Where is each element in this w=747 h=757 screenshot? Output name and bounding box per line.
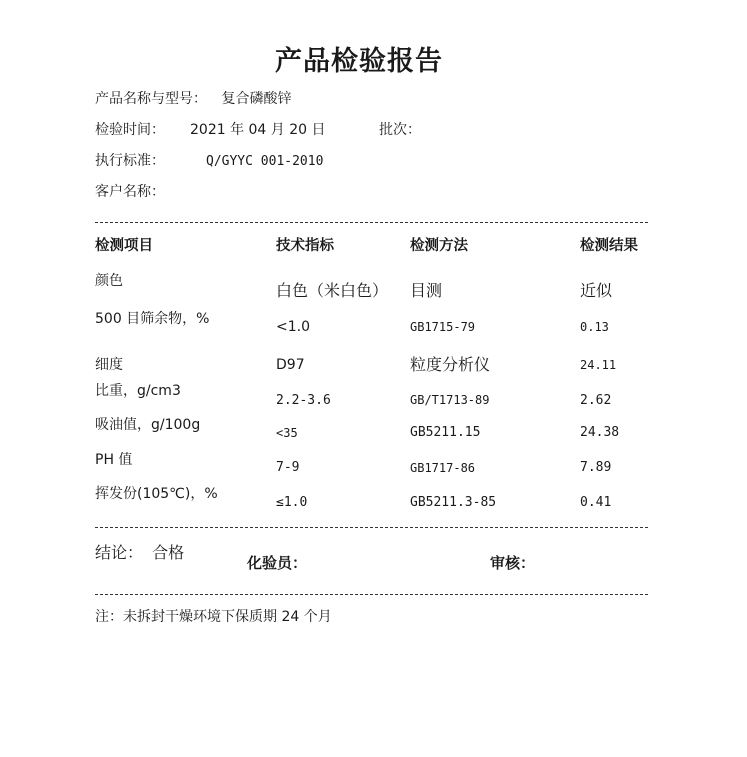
conclusion [95,545,184,561]
conclusion-value: 合格 [152,543,185,562]
row-result: 2.62 [580,393,612,408]
inspector-label: 化验员： [247,554,308,572]
row-item: 挥发份(105℃)，% [95,486,218,502]
row-item: PH 值 [95,452,133,468]
conclusion-label: 结论： [95,543,144,562]
standard-value: Q/GYYC 001-2010 [206,154,324,169]
row-method: 粒度分析仪 [410,355,491,374]
row-spec: 7-9 [276,460,300,475]
row-spec: <35 [276,426,298,440]
header-spec: 技术指标 [276,238,334,254]
report-title: 产品检验报告 [275,46,443,77]
product-value: 复合磷酸锌 [221,91,292,107]
row-method: GB5211.15 [410,425,481,440]
row-spec: 2.2-3.6 [276,393,331,408]
row-method: GB1717-86 [410,461,476,475]
header-method: 检测方法 [410,238,468,254]
shelf-life-note: 注：未拆封干燥环境下保质期 24 个月 [95,609,332,625]
row-method: 目测 [410,281,443,300]
divider-bottom [95,594,648,595]
row-result: 7.89 [580,460,612,475]
row-spec: ≤1.0 [276,495,308,510]
row-item: 细度 [95,357,123,373]
inspection-line [95,123,165,137]
divider-top [95,222,648,223]
divider-middle [95,527,648,528]
product-line [95,92,291,106]
row-result: 24.38 [580,425,620,440]
row-result: 0.41 [580,495,612,510]
row-result: 0.13 [580,320,609,334]
row-method: GB/T1713-89 [410,393,490,407]
row-spec: D97 [276,357,305,373]
row-method: GB1715-79 [410,320,476,334]
row-spec: <1.0 [276,319,310,335]
product-label: 产品名称与型号： [95,91,207,107]
customer-label: 客户名称： [95,184,165,200]
row-item: 比重，g/cm3 [95,383,181,399]
standard-label: 执行标准： [95,153,165,169]
header-result: 检测结果 [580,238,638,254]
inspection-label: 检验时间： [95,122,165,138]
row-item: 吸油值，g/100g [95,417,201,433]
row-result: 近似 [580,281,613,300]
inspection-date: 2021 年 04 月 20 日 [190,122,326,138]
row-item: 500 目筛余物，% [95,311,210,327]
row-result: 24.11 [580,358,617,372]
row-item: 颜色 [95,273,123,289]
reviewer-label: 审核： [490,554,536,572]
row-spec: 白色（米白色） [276,281,389,300]
header-item: 检测项目 [95,238,153,254]
batch-label: 批次： [379,122,421,138]
row-method: GB5211.3-85 [410,495,497,510]
